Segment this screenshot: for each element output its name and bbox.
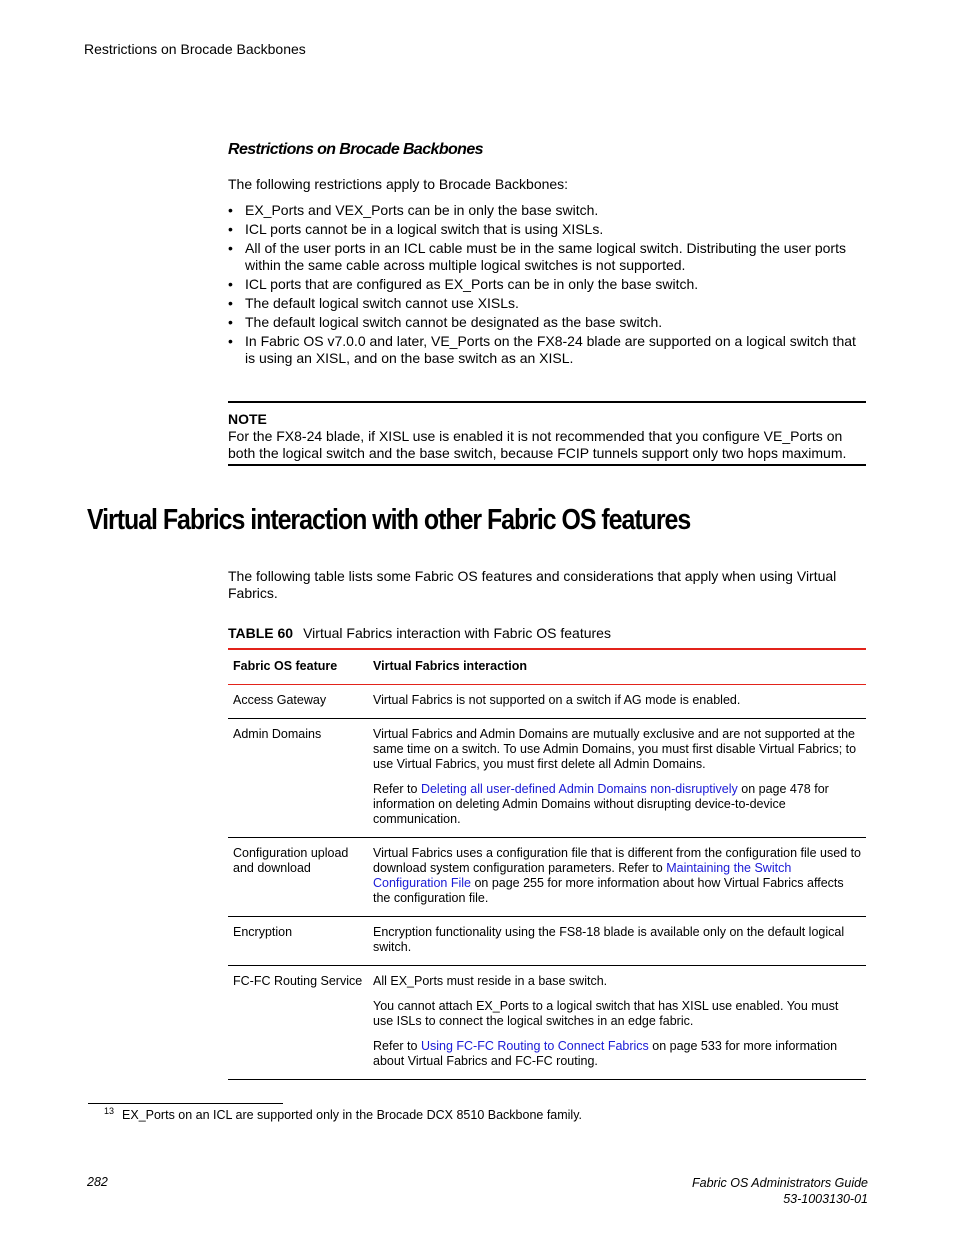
list-item: • EX_Ports and VEX_Ports can be in only the base switch.	[228, 202, 868, 219]
guide-title: Fabric OS Administrators Guide	[692, 1176, 868, 1190]
list-item: • The default logical switch cannot use XISLs.	[228, 295, 868, 312]
note-text: For the FX8-24 blade, if XISL use is enabled it is not recommended that you configure VE_Ports on both the logical switch and the base switch, because FCIP tunnels support only two hops maximum.	[228, 428, 847, 461]
interaction-cell	[368, 917, 866, 966]
interaction-text: Virtual Fabrics and Admin Domains are mutually exclusive and are not supported at the same time on a switch. To use Admin Domains, you must first disable Virtual Fabrics; to use Virtual Fabrics, you must first delete all Admin Domains.	[373, 727, 857, 771]
interaction-text	[373, 1039, 861, 1069]
interaction-cell	[368, 966, 866, 1080]
interaction-cell	[368, 838, 866, 917]
feature-cell: Configuration upload and download	[228, 838, 368, 917]
interaction-cell	[368, 719, 866, 838]
footnote-rule	[88, 1103, 283, 1104]
list-item: • ICL ports cannot be in a logical switch that is using XISLs.	[228, 221, 868, 238]
table-caption	[228, 625, 611, 641]
restrictions-list	[228, 202, 868, 369]
footnote	[104, 1106, 582, 1122]
table-row	[228, 719, 866, 838]
footer-info	[692, 1175, 868, 1207]
table-header-row	[228, 649, 866, 685]
table-caption-label: TABLE 60	[228, 625, 294, 641]
text-span: Refer to	[373, 1039, 421, 1053]
table-caption-text: Virtual Fabrics interaction with Fabric OS features	[303, 625, 611, 641]
interaction-text: Virtual Fabrics is not supported on a switch if AG mode is enabled.	[373, 693, 741, 707]
table-row	[228, 917, 866, 966]
interaction-cell	[368, 685, 866, 719]
text-span: on page 533 for more information about Virtual Fabrics and FC-FC routing.	[373, 1039, 838, 1068]
interaction-text: You cannot attach EX_Ports to a logical switch that has XISL use enabled. You must use ISLs to connect the logical switches in an edge fabric.	[373, 999, 839, 1028]
admin-domains-link[interactable]: Deleting all user-defined Admin Domains non-disruptively	[420, 782, 738, 796]
table-row	[228, 966, 866, 1080]
running-header: Restrictions on Brocade Backbones	[84, 41, 306, 57]
interaction-text	[373, 782, 861, 827]
feature-cell: Admin Domains	[228, 719, 368, 838]
text-span: Refer to	[373, 782, 421, 796]
main-intro: The following table lists some Fabric OS features and considerations that apply when using Virtual Fabrics.	[228, 568, 837, 601]
list-item: • All of the user ports in an ICL cable must be in the same logical switch. Distributing the user ports within the same cable across multiple logical switches is not supported.	[228, 240, 868, 274]
footnote-text: EX_Ports on an ICL are supported only in the Brocade DCX 8510 Backbone family.	[122, 1108, 583, 1123]
list-item: • In Fabric OS v7.0.0 and later, VE_Ports on the FX8-24 blade are supported on a logical switch that is using an XISL, and on the base switch as an XISL.	[228, 333, 868, 367]
note-box	[228, 401, 866, 466]
note-label: NOTE	[228, 411, 267, 427]
feature-cell: Encryption	[228, 917, 368, 966]
maintaining-config-link[interactable]: Maintaining the Switch Configuration File	[373, 861, 792, 890]
table-row	[228, 685, 866, 719]
features-table	[228, 648, 866, 1080]
footnote-number: 13	[104, 1106, 115, 1116]
interaction-text: All EX_Ports must reside in a base switch.	[373, 974, 608, 988]
text-span: on page 478 for information on deleting Admin Domains without disrupting device-to-device communication.	[373, 782, 829, 826]
feature-cell: FC-FC Routing Service	[228, 966, 368, 1080]
section-title: Restrictions on Brocade Backbones	[228, 141, 483, 158]
table-row	[228, 838, 866, 917]
text-span: on page 255 for more information about how Virtual Fabrics affects the configuration file.	[373, 876, 844, 905]
main-title: Virtual Fabrics interaction with other Fabric OS features	[87, 504, 691, 536]
fcfc-routing-link[interactable]: Using FC-FC Routing to Connect Fabrics	[420, 1039, 649, 1053]
section-intro: The following restrictions apply to Brocade Backbones:	[228, 176, 569, 192]
interaction-text: Encryption functionality using the FS8-18 blade is available only on the default logical switch.	[373, 925, 845, 954]
feature-cell: Access Gateway	[228, 685, 368, 719]
header-interaction: Virtual Fabrics interaction	[368, 649, 866, 685]
doc-number: 53-1003130-01	[783, 1192, 868, 1206]
text-span: Virtual Fabrics uses a configuration file that is different from the configuration file used to download system configuration parameters. Refer to	[373, 846, 861, 875]
list-item: • ICL ports that are configured as EX_Ports can be in only the base switch.	[228, 276, 868, 293]
page-number: 282	[87, 1175, 108, 1189]
header-feature: Fabric OS feature	[228, 649, 368, 685]
list-item: • The default logical switch cannot be designated as the base switch.	[228, 314, 868, 331]
interaction-text	[373, 846, 861, 906]
